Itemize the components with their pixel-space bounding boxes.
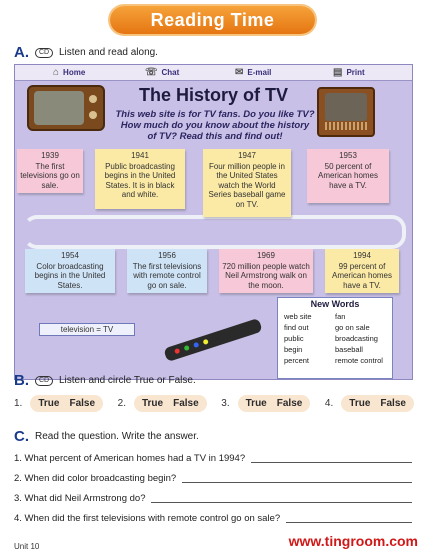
section-c-header xyxy=(14,428,199,445)
timeline-year: 1969 xyxy=(257,251,275,260)
website-nav xyxy=(15,65,412,81)
new-words-title: New Words xyxy=(310,299,360,309)
timeline-text: The first televisions with remote control go on sale. xyxy=(132,261,202,290)
false-option[interactable]: False xyxy=(276,398,303,409)
vocab-word: begin xyxy=(284,345,303,354)
answer-line[interactable] xyxy=(251,462,412,463)
site-watermark: www.tingroom.com xyxy=(288,533,418,549)
tv-cable-decoration xyxy=(23,215,406,249)
true-false-pill xyxy=(341,395,414,412)
answer-line[interactable] xyxy=(151,502,412,503)
true-option[interactable]: True xyxy=(38,398,60,409)
timeline-year: 1947 xyxy=(238,151,256,160)
word-row xyxy=(278,354,392,365)
cd-icon: CD xyxy=(35,376,53,386)
true-false-item xyxy=(221,395,310,412)
chat-icon: ☏ xyxy=(145,67,158,78)
timeline-text: Public broadcasting begins in the United States. It is in black and white. xyxy=(104,161,176,199)
question-text: 1. What percent of American homes had a TV in 1994? xyxy=(14,452,246,464)
banner-title: Reading Time xyxy=(150,9,275,30)
timeline-text: Four million people in the United States watch the World Series baseball game on TV. xyxy=(208,161,286,209)
vocab-word: web site xyxy=(284,312,312,321)
true-false-item xyxy=(14,395,103,412)
false-option[interactable]: False xyxy=(69,398,96,409)
timeline-year: 1953 xyxy=(339,151,357,160)
section-instruction: Listen and circle True or False. xyxy=(59,375,196,386)
true-option[interactable]: True xyxy=(245,398,267,409)
new-words-box xyxy=(277,297,393,379)
nav-home[interactable] xyxy=(53,67,85,78)
timeline-card xyxy=(203,149,291,217)
question-text: 4. When did the first televisions with remote control go on sale? xyxy=(14,512,281,524)
website-panel xyxy=(14,64,413,380)
item-number: 4. xyxy=(324,398,334,409)
true-false-item xyxy=(118,395,207,412)
nav-print[interactable] xyxy=(333,67,365,78)
vocab-word: go on sale xyxy=(335,323,370,332)
question-text: 3. What did Neil Armstrong do? xyxy=(14,492,146,504)
timeline-text: 720 million people watch Neil Armstrong walk on the moon. xyxy=(222,261,310,290)
remote-control-image xyxy=(163,318,262,362)
reading-time-banner xyxy=(110,6,315,34)
false-option[interactable]: False xyxy=(173,398,199,409)
question-row xyxy=(14,468,412,488)
question-text: 2. When did color broadcasting begin? xyxy=(14,472,177,484)
section-letter: B. xyxy=(14,372,29,389)
question-row xyxy=(14,488,412,508)
nav-home-label: Home xyxy=(63,68,86,77)
home-icon: ⌂ xyxy=(53,67,60,78)
television-definition-label: television = TV xyxy=(39,323,135,336)
true-false-pill xyxy=(238,395,311,412)
timeline-year: 1994 xyxy=(353,251,371,260)
item-number: 3. xyxy=(221,398,230,409)
timeline-year: 1941 xyxy=(131,151,149,160)
timeline-card xyxy=(307,149,389,203)
section-b-header xyxy=(14,372,196,389)
timeline-card xyxy=(25,249,115,293)
word-row xyxy=(278,332,392,343)
true-false-row xyxy=(14,395,414,412)
answer-line[interactable] xyxy=(182,482,412,483)
word-row xyxy=(278,343,392,354)
answer-line[interactable] xyxy=(286,522,412,523)
true-false-item xyxy=(325,395,414,412)
true-option[interactable]: True xyxy=(349,398,371,409)
nav-email[interactable] xyxy=(235,67,271,78)
section-a-header xyxy=(14,44,158,61)
vocab-word: fan xyxy=(335,312,346,321)
article-title: The History of TV xyxy=(138,85,288,105)
timeline-text: The first televisions go on sale. xyxy=(20,161,80,190)
vocab-word: public xyxy=(284,334,304,343)
true-option[interactable]: True xyxy=(141,398,164,409)
word-row xyxy=(278,310,392,321)
section-letter: A. xyxy=(14,44,29,61)
timeline-year: 1954 xyxy=(61,251,79,260)
timeline-card xyxy=(95,149,185,209)
nav-print-label: Print xyxy=(346,68,365,77)
question-row xyxy=(14,448,412,468)
envelope-icon: ✉ xyxy=(235,67,244,78)
cd-icon: CD xyxy=(35,48,53,58)
vocab-word: percent xyxy=(284,356,310,365)
item-number: 2. xyxy=(117,398,126,409)
false-option[interactable]: False xyxy=(380,398,406,409)
timeline-card xyxy=(219,249,313,293)
true-false-pill xyxy=(134,395,207,412)
section-letter: C. xyxy=(14,428,29,445)
timeline-text: 50 percent of American homes have a TV. xyxy=(317,161,379,190)
nav-chat-label: Chat xyxy=(161,68,180,77)
question-row xyxy=(14,508,412,528)
true-false-pill xyxy=(30,395,103,412)
timeline-year: 1939 xyxy=(41,151,59,160)
nav-email-label: E-mail xyxy=(247,68,272,77)
question-list xyxy=(14,448,412,528)
timeline-year: 1956 xyxy=(158,251,176,260)
timeline-card xyxy=(127,249,207,293)
timeline-card xyxy=(325,249,399,293)
vocab-word: baseball xyxy=(335,345,363,354)
word-row xyxy=(278,321,392,332)
article-intro: This web site is for TV fans. Do you like TV? How much do you know about the history of TV? Read this and find out! xyxy=(115,109,315,142)
vocab-word: find out xyxy=(284,323,309,332)
item-number: 1. xyxy=(14,398,23,409)
timeline-text: Color broadcasting begins in the United States. xyxy=(34,261,106,290)
unit-label: Unit 10 xyxy=(14,542,40,551)
timeline-card xyxy=(17,149,83,193)
section-instruction: Read the question. Write the answer. xyxy=(35,431,199,442)
section-instruction: Listen and read along. xyxy=(59,47,158,58)
timeline-text: 99 percent of American homes have a TV. xyxy=(331,261,393,290)
vocab-word: broadcasting xyxy=(335,334,378,343)
printer-icon: ▤ xyxy=(333,67,343,78)
vocab-word: remote control xyxy=(335,356,383,365)
nav-chat[interactable] xyxy=(145,67,179,78)
